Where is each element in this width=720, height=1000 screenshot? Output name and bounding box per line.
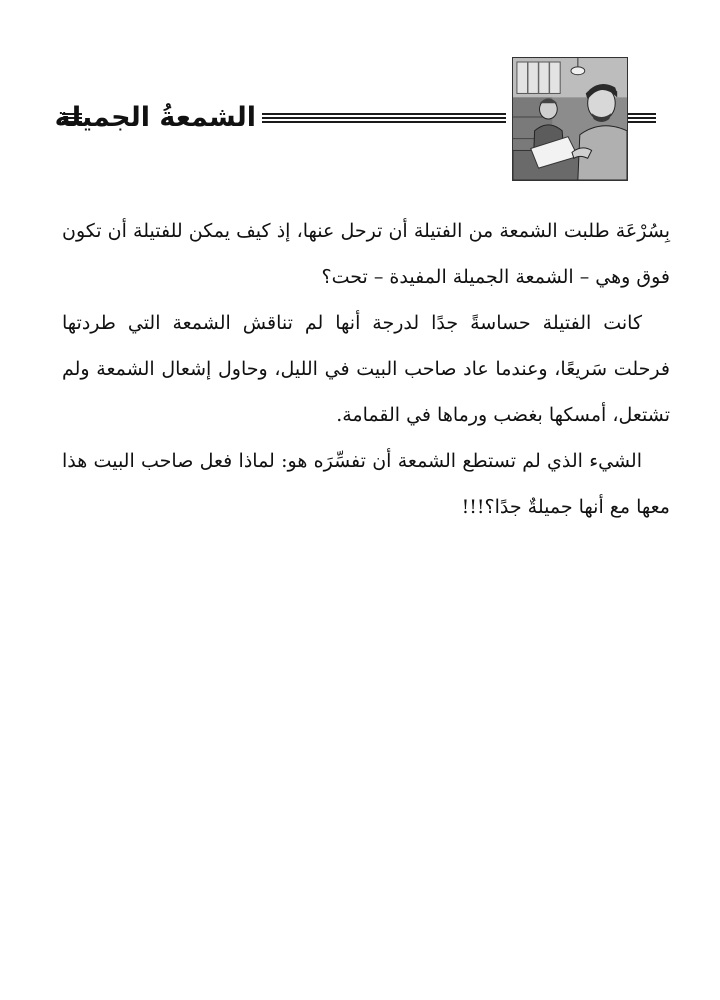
- story-paragraph: كانت الفتيلة حساسةً جدًا لدرجة أنها لم تناقش الشمعة التي طردتها فرحلت سَريعًا، وعندما عاد صاحب البيت في الليل، وحاول إشعال الشمعة ولم تشتعل، أمسكها بغضب ورماها في القمامة.: [62, 312, 670, 426]
- story-paragraph: بِسُرْعَة طلبت الشمعة من الفتيلة أن ترحل عنها، إذ كيف يمكن للفتيلة أن تكون فوق وهي – الشمعة الجميلة المفيدة – تحت؟: [62, 220, 670, 288]
- page-title: الشمعةُ الجميلة: [54, 102, 256, 133]
- page-header: [0, 0, 720, 190]
- two-men-illustration-icon: [512, 57, 628, 181]
- decorative-rule-right: [628, 113, 656, 124]
- decorative-rule-middle: [262, 113, 506, 124]
- story-paragraph: الشيء الذي لم تستطع الشمعة أن تفسِّرَه هو: لماذا فعل صاحب البيت هذا معها مع أنها جميلةٌ جدًا؟!!!: [62, 450, 670, 518]
- story-text: [62, 208, 670, 530]
